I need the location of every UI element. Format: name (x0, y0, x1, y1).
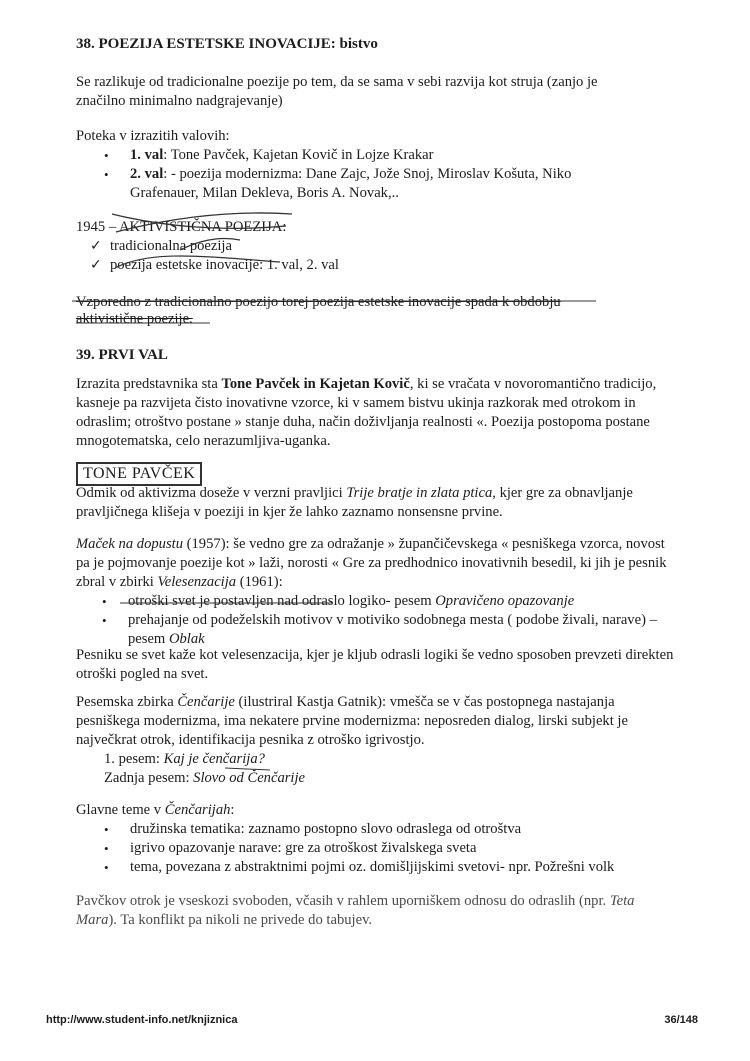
tone-pavcek-box: TONE PAVČEK (76, 462, 202, 486)
b2-text: prehajanje od podeželskih motivov v motiviko sodobnega mesta ( podobe živali, narave) – pesem (128, 612, 657, 647)
struck-line-1: Vzporedno z tradicionalno poezijo torej poezija estetske inovacije spada k obdobju (76, 294, 561, 310)
p2-text-a: Odmik od aktivizma doseže v verzni pravljici (76, 485, 347, 501)
intro-text-a: Izrazita predstavnika sta (76, 376, 222, 392)
p3-text-a: (1957): še vedno gre za odražanje » župančičevskega « pesniškega vzorca, novost pa je pojmovanje poezije kot » laži, norosti « Gre za predhodnico inovativnih besedil, ki jih je pesnik zbral v zbirki (76, 536, 667, 590)
velesenzacija-paragraph: Pesniku se svet kaže kot velesenzacija, kjer je kljub odrasli logiki še vedno sposoben prevzeti direkten otroški pogled na svet. (76, 647, 674, 682)
p3-text-b: (1961): (236, 574, 283, 590)
p2-text-b: , kjer gre za obnavljanje pravljičnega klišeja v poeziji in kjer že lahko zaznamo nonsensne prvine. (76, 485, 633, 520)
p6-title: Teta Mara (76, 893, 635, 928)
waves-title: Poteka v izrazitih valovih: (76, 128, 230, 144)
p6-text-a: Pavčkov otrok je vseskozi svoboden, včasih v rahlem uporniškem odnosu do odraslih (npr. (76, 893, 610, 909)
intro-text-b: , ki se vračata v novoromantično tradicijo, kasneje pa razvijeta čisto inovativne vzorce, ki v samem bistvu ukinja razkorak med otrokom in odraslim; otroštvo postane » stanje duha, način doživljanja realnosti «. Poezija postopoma postane mnogotematska, celo nerazumljiva-uganka. (76, 376, 657, 449)
p2-title: Trije bratje in zlata ptica (346, 485, 493, 501)
section-39-heading: 39. PRVI VAL (76, 347, 168, 363)
last-poem-label: Zadnja pesem: (104, 770, 194, 786)
year-1945-line: 1945 – AKTIVISTIČNA POEZIJA: (76, 219, 287, 235)
underline-stroke (225, 768, 270, 770)
wave-1-label: 1. val (130, 147, 164, 163)
p5-title: Čenčarije (177, 694, 235, 710)
cross-out-stroke (180, 238, 240, 250)
last-poem-title: Slovo od Čenčarije (193, 770, 306, 786)
p5-text-a: Pesemska zbirka (76, 694, 178, 710)
cross-out-stroke (116, 213, 292, 232)
footer-url-text: http://www.student-info.net/knjiznica (46, 1014, 238, 1026)
p3-book: Velesenzacija (157, 574, 237, 590)
checkmark-icon: ✓ (90, 238, 102, 254)
p5-text-b: (ilustriral Kastja Gatnik): vmešča se v čas postopnega nastajanja pesniškega modernizma, ima nekatere prvine modernizma: neposreden dialog, lirski subjekt je največkrat otrok, identifikacija pesnika z otroško igrivostjo. (76, 694, 628, 748)
struck-line-2: aktivistične poezije. (76, 311, 193, 327)
themes-title-italic: Čenčarijah (164, 802, 231, 818)
b1-text: otroški svet je postavljen nad odraslo logiko- pesem (128, 593, 436, 609)
theme-item-2: • igrivo opazovanje narave: gre za otroškost živalskega sveta (104, 839, 674, 858)
first-poem-label: 1. pesem: (104, 751, 164, 767)
page-number: 36/148 (664, 1014, 698, 1026)
section-38-intro: Se razlikuje od tradicionalne poezije po tem, da se sama v sebi razvija kot struja (zanjo je značilno minimalno nadgrajevanje) (76, 74, 598, 109)
checkmark-icon: ✓ (90, 257, 102, 273)
p6-text-b: ). Ta konflikt pa nikoli ne privede do tabujev. (108, 912, 373, 928)
themes-text-b: : (230, 802, 235, 818)
first-poem-title: Kaj je čenčarija? (163, 751, 265, 767)
b2-title: Oblak (168, 631, 205, 647)
themes-text-a: Glavne teme v (76, 802, 165, 818)
check-item-2-text: poezija estetske inovacije: 1. val, 2. val (110, 257, 339, 273)
p3-title: Maček na dopustu (76, 536, 183, 552)
section-38-heading: 38. POEZIJA ESTETSKE INOVACIJE: bistvo (76, 36, 378, 52)
check-item-1-text: tradicionalna poezija (110, 238, 232, 254)
theme-item-1: • družinska tematika: zaznamo postopno slovo odraslega od otroštva (104, 820, 674, 839)
cross-out-stroke (115, 256, 280, 268)
wave-2-label: 2. val (130, 166, 164, 182)
poets-names: Tone Pavček in Kajetan Kovič (221, 376, 410, 392)
wave-1-text: : Tone Pavček, Kajetan Kovič in Lojze Krakar (163, 147, 434, 163)
wave-2-text: : - poezija modernizma: Dane Zajc, Jože Snoj, Miroslav Košuta, Niko Grafenauer, Milan Dekleva, Boris A. Novak,.. (130, 166, 572, 201)
b1-title: Opravičeno opazovanje (435, 593, 575, 609)
theme-item-3: • tema, povezana z abstraktnimi pojmi oz. domišljijskimi svetovi- npr. Požrešni volk (104, 858, 674, 877)
